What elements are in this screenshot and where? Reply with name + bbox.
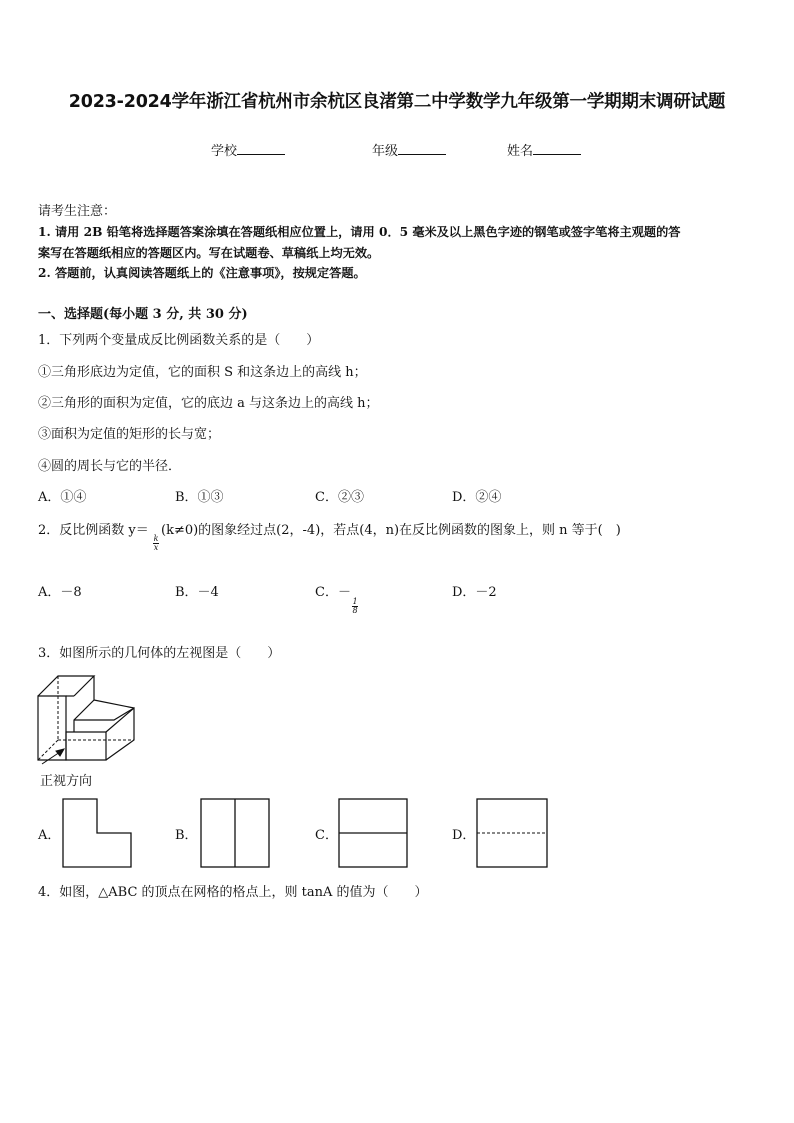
q3-solid-figure — [34, 672, 138, 766]
document-title: 2023-2024学年浙江省杭州市余杭区良渚第二中学数学九年级第一学期期末调研试题 — [68, 92, 726, 112]
solid-front-right-face — [66, 732, 106, 760]
solid-top-step — [94, 700, 134, 708]
q4-stem: 4．如图，△ABC 的顶点在网格的格点上，则 tanA 的值为（ ） — [38, 885, 428, 900]
section-1-heading: 一、选择题(每小题 3 分, 共 30 分) — [38, 307, 248, 322]
grade-blank — [398, 142, 446, 155]
q3-option-b-label: B． — [175, 828, 198, 843]
notice-heading: 请考生注意： — [38, 204, 117, 219]
q2-option-c-numerator: 1 — [352, 597, 358, 606]
q3-option-a-figure — [62, 798, 132, 868]
view-direction-arrow-shaft — [42, 752, 60, 764]
grade-label: 年级 — [372, 144, 399, 159]
q2-option-c-denominator: 8 — [352, 606, 358, 615]
q2-option-c-fraction — [350, 598, 360, 615]
view-direction-label: 正视方向 — [40, 774, 93, 789]
school-label: 学校 — [211, 144, 238, 159]
q2-option-a: A．－8 — [38, 585, 82, 600]
q1-statement-2: ②三角形的面积为定值，它的底边 a 与这条边上的高线 h； — [38, 396, 379, 411]
q3-option-d-figure — [476, 798, 548, 868]
q3-option-b-figure — [200, 798, 270, 868]
name-blank — [533, 142, 581, 155]
solid-hidden-diagonal — [38, 740, 58, 760]
notice-item-1-line-1: 1. 请用 2B 铅笔将选择题答案涂填在答题纸相应位置上，请用 0．5 毫米及以上黑色字迹的钢笔或签字笔将主观题的答 — [38, 225, 681, 239]
q2-fraction-numerator: k — [153, 534, 159, 543]
q2-option-b: B．－4 — [175, 585, 219, 600]
q3-option-d-label: D． — [452, 828, 476, 843]
solid-step-edge — [74, 676, 94, 732]
name-field — [507, 140, 581, 159]
q1-statement-4: ④圆的周长与它的半径． — [38, 459, 182, 474]
q3-stem: 3．如图所示的几何体的左视图是（ ） — [38, 646, 281, 661]
q1-option-c: C．②③ — [315, 490, 364, 505]
q2-fraction-k-over-x — [151, 535, 161, 552]
notice-item-1-line-2: 案写在答题纸相应的答题区内。写在试题卷、草稿纸上均无效。 — [38, 246, 380, 260]
grade-field — [372, 140, 446, 159]
q2-fraction-denominator: x — [153, 543, 159, 552]
q1-statement-1: ①三角形底边为定值，它的面积 S 和这条边上的高线 h； — [38, 365, 367, 380]
q3-option-c-label: C． — [315, 828, 338, 843]
q2-option-c: C．－ — [315, 585, 351, 600]
solid-top-left — [38, 676, 94, 696]
q1-statement-3: ③面积为定值的矩形的长与宽； — [38, 427, 221, 442]
q1-option-b: B．①③ — [175, 490, 224, 505]
q3-option-c-figure — [338, 798, 408, 868]
q2-option-d: D．－2 — [452, 585, 497, 600]
q1-stem: 1．下列两个变量成反比例函数关系的是（ ） — [38, 333, 320, 348]
view-direction-arrow-head — [56, 749, 64, 756]
name-label: 姓名 — [507, 144, 534, 159]
school-field — [211, 140, 285, 159]
q2-stem-b: (k≠0)的图象经过点(2，-4)，若点(4，n)在反比例函数的图象上，则 n 等于( ) — [161, 523, 621, 538]
q3-option-a-label: A． — [38, 828, 61, 843]
school-blank — [237, 142, 285, 155]
q1-option-d: D．②④ — [452, 490, 502, 505]
q2-stem-a: 2．反比例函数 y＝ — [38, 523, 149, 538]
notice-item-2: 2. 答题前，认真阅读答题纸上的《注意事项》，按规定答题。 — [38, 266, 366, 280]
q1-option-a: A．①④ — [38, 490, 87, 505]
